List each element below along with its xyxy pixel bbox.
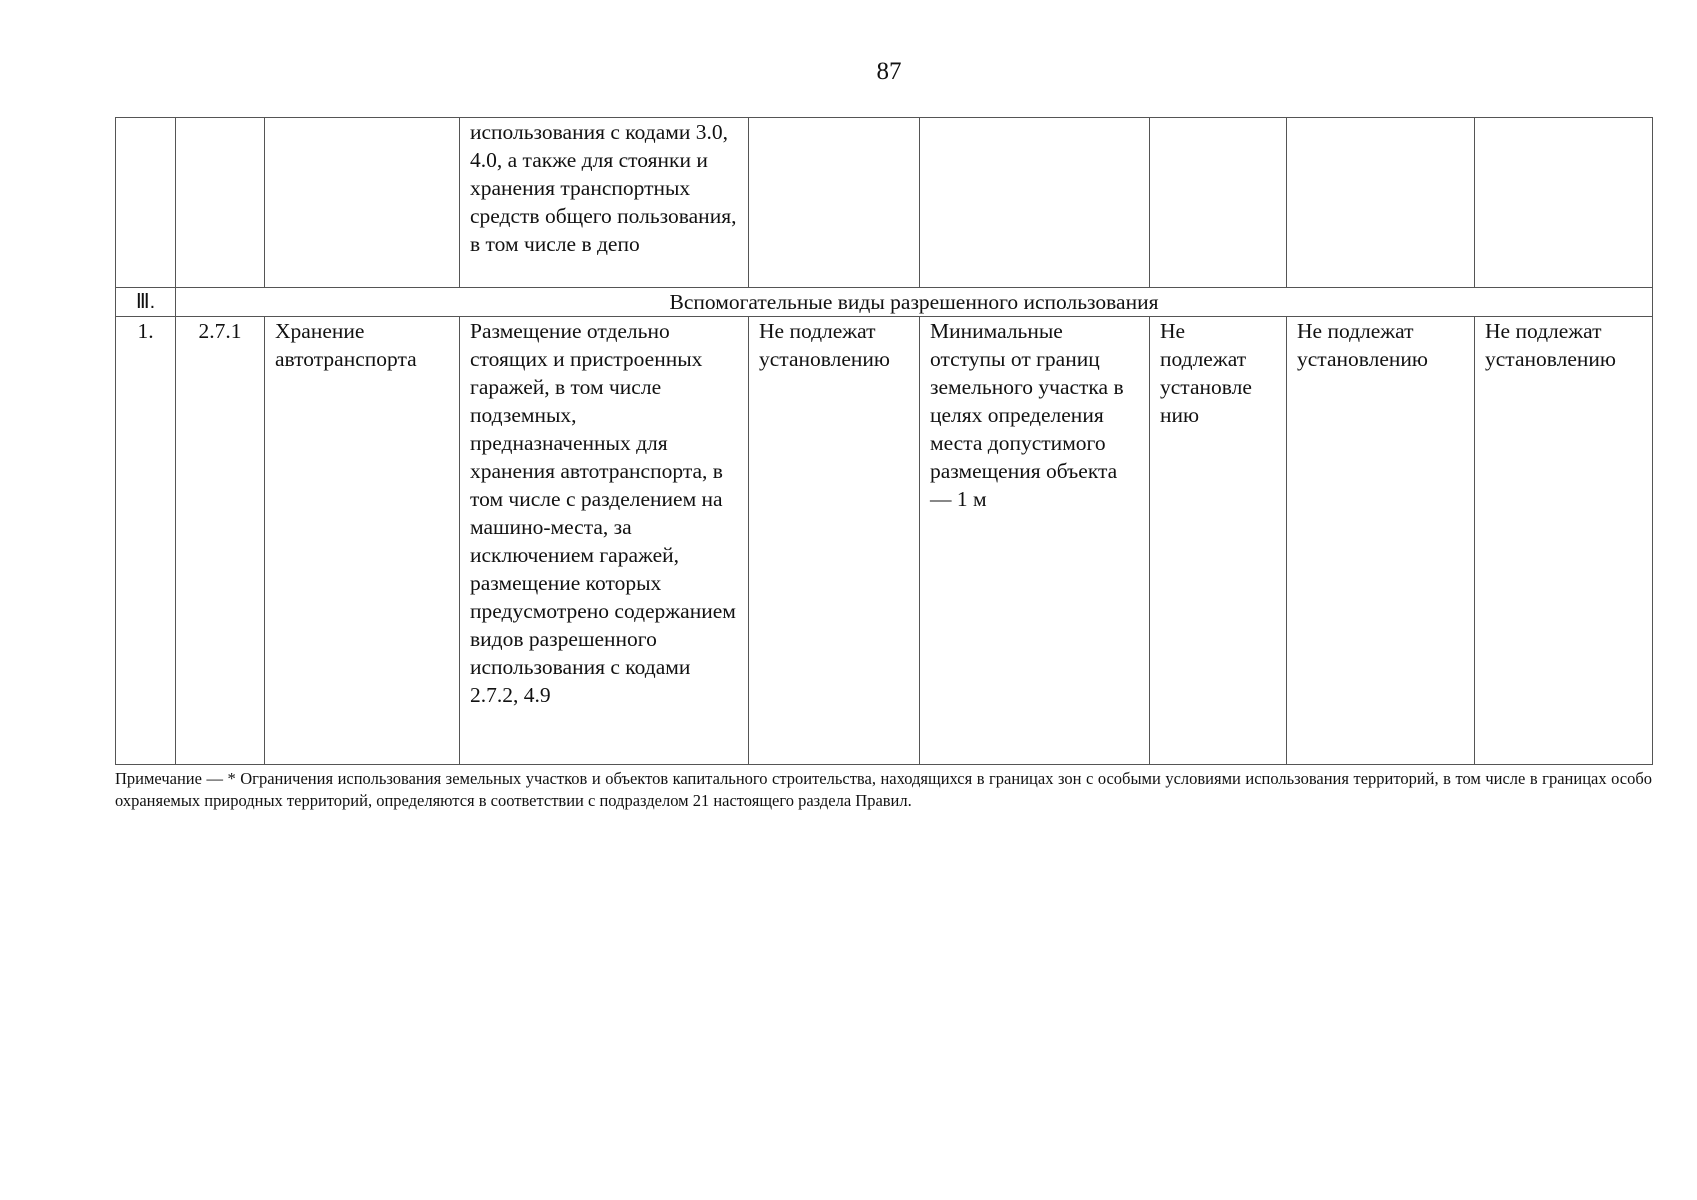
- cell-col5: [749, 118, 920, 288]
- section-number: Ⅲ.: [116, 288, 176, 317]
- cell-description: использования с кодами 3.0, 4.0, а также для стоянки и хранения транспортных средств общего пользования, в том числе в депо: [460, 118, 749, 288]
- cell-col7: Не подлежат установле нию: [1150, 317, 1287, 765]
- cell-description: Размещение отдельно стоящих и пристроенных гаражей, в том числе подземных, предназначенных для хранения автотранспорта, в том числе с разделением на машино-места, за исключением гаражей, размещение которых предусмотрено содержанием видов разрешенного использования с кодами 2.7.2, 4.9: [460, 317, 749, 765]
- regulations-table: [115, 117, 1653, 765]
- cell-name: Хранение автотранспорта: [265, 317, 460, 765]
- table-row-continuation: [116, 118, 1653, 288]
- cell-code: 2.7.1: [176, 317, 265, 765]
- footnote: Примечание — * Ограничения использования земельных участков и объектов капитального строительства, находящихся в границах зон с особыми условиями использования территорий, в том числе в границах особо охраняемых природных территорий, определяются в соответствии с подразделом 21 настоящего раздела Правил.: [115, 769, 1652, 810]
- cell-num: [116, 118, 176, 288]
- table-row-section: [116, 288, 1653, 317]
- cell-col7: [1150, 118, 1287, 288]
- cell-col5: Не подлежат установлению: [749, 317, 920, 765]
- cell-col9: [1475, 118, 1653, 288]
- cell-num: 1.: [116, 317, 176, 765]
- cell-col9: Не подлежат установлению: [1475, 317, 1653, 765]
- cell-col8: Не подлежат установлению: [1287, 317, 1475, 765]
- cell-col6: Минимальные отступы от границ земельного участка в целях определения места допустимого размещения объекта — 1 м: [920, 317, 1150, 765]
- cell-col6: [920, 118, 1150, 288]
- table-row: [116, 317, 1653, 765]
- section-title: Вспомогательные виды разрешенного использования: [176, 288, 1653, 317]
- page-number: 87: [876, 58, 902, 85]
- cell-col8: [1287, 118, 1475, 288]
- cell-name: [265, 118, 460, 288]
- cell-code: [176, 118, 265, 288]
